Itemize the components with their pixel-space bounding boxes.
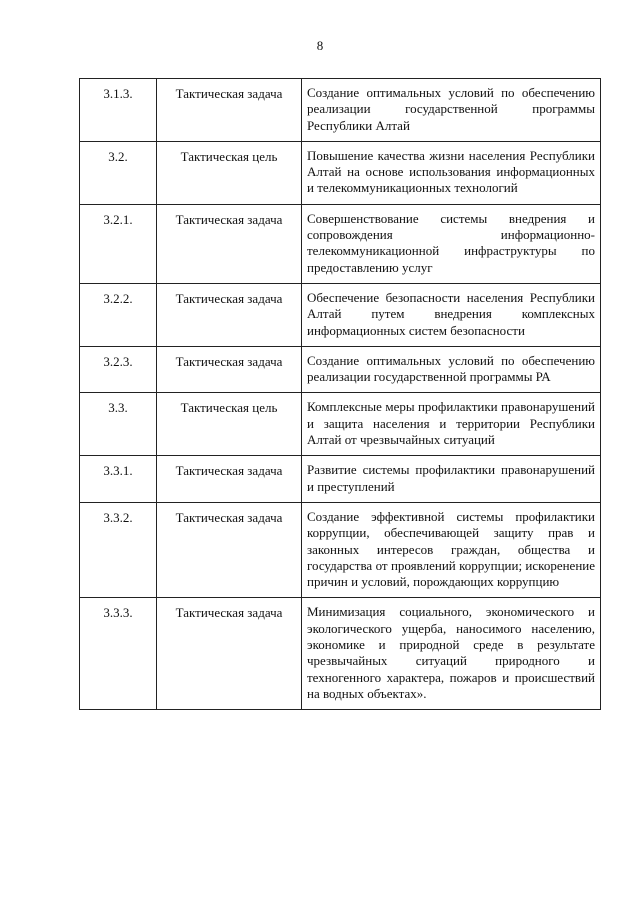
row-type: Тактическая цель: [157, 393, 302, 456]
table-row: [80, 141, 601, 204]
table-row: [80, 204, 601, 283]
row-type: Тактическая задача: [157, 283, 302, 346]
row-description: Создание эффективной системы профилактики коррупции, обеспечивающей защиту прав и законных интересов граждан, общества и государства от проявлений коррупции; искоренение причин и условий, порождающих коррупцию: [302, 502, 601, 597]
row-number: 3.3.: [80, 393, 157, 456]
row-description: Создание оптимальных условий по обеспечению реализации государственной программы Республики Алтай: [302, 79, 601, 142]
row-type: Тактическая задача: [157, 79, 302, 142]
row-type: Тактическая задача: [157, 204, 302, 283]
row-description: Минимизация социального, экономического и экологического ущерба, наносимого населению, экономике и природной среде в результате чрезвычайных ситуаций природного и техногенного характера, пожаров и происшествий на водных объектах».: [302, 598, 601, 710]
row-number: 3.3.3.: [80, 598, 157, 710]
table-row: [80, 346, 601, 393]
table-row: [80, 393, 601, 456]
row-type: Тактическая цель: [157, 141, 302, 204]
table-row: [80, 598, 601, 710]
row-number: 3.2.3.: [80, 346, 157, 393]
row-number: 3.2.: [80, 141, 157, 204]
row-number: 3.1.3.: [80, 79, 157, 142]
row-description: Совершенствование системы внедрения и сопровождения информационно-телекоммуникационной инфраструктуры по предоставлению услуг: [302, 204, 601, 283]
row-type: Тактическая задача: [157, 346, 302, 393]
row-description: Развитие системы профилактики правонарушений и преступлений: [302, 456, 601, 503]
table-row: [80, 456, 601, 503]
row-description: Комплексные меры профилактики правонарушений и защита населения и территории Республики Алтай от чрезвычайных ситуаций: [302, 393, 601, 456]
row-number: 3.3.1.: [80, 456, 157, 503]
table-row: [80, 502, 601, 597]
row-description: Повышение качества жизни населения Республики Алтай на основе использования информационных и телекоммуникационных технологий: [302, 141, 601, 204]
row-number: 3.3.2.: [80, 502, 157, 597]
page-number: 8: [316, 38, 324, 53]
goals-table: [79, 78, 601, 710]
table-row: [80, 283, 601, 346]
row-number: 3.2.2.: [80, 283, 157, 346]
row-type: Тактическая задача: [157, 502, 302, 597]
row-description: Создание оптимальных условий по обеспечению реализации государственной программы РА: [302, 346, 601, 393]
table-row: [80, 79, 601, 142]
row-type: Тактическая задача: [157, 598, 302, 710]
row-type: Тактическая задача: [157, 456, 302, 503]
row-description: Обеспечение безопасности населения Республики Алтай путем внедрения комплексных информационных систем безопасности: [302, 283, 601, 346]
row-number: 3.2.1.: [80, 204, 157, 283]
